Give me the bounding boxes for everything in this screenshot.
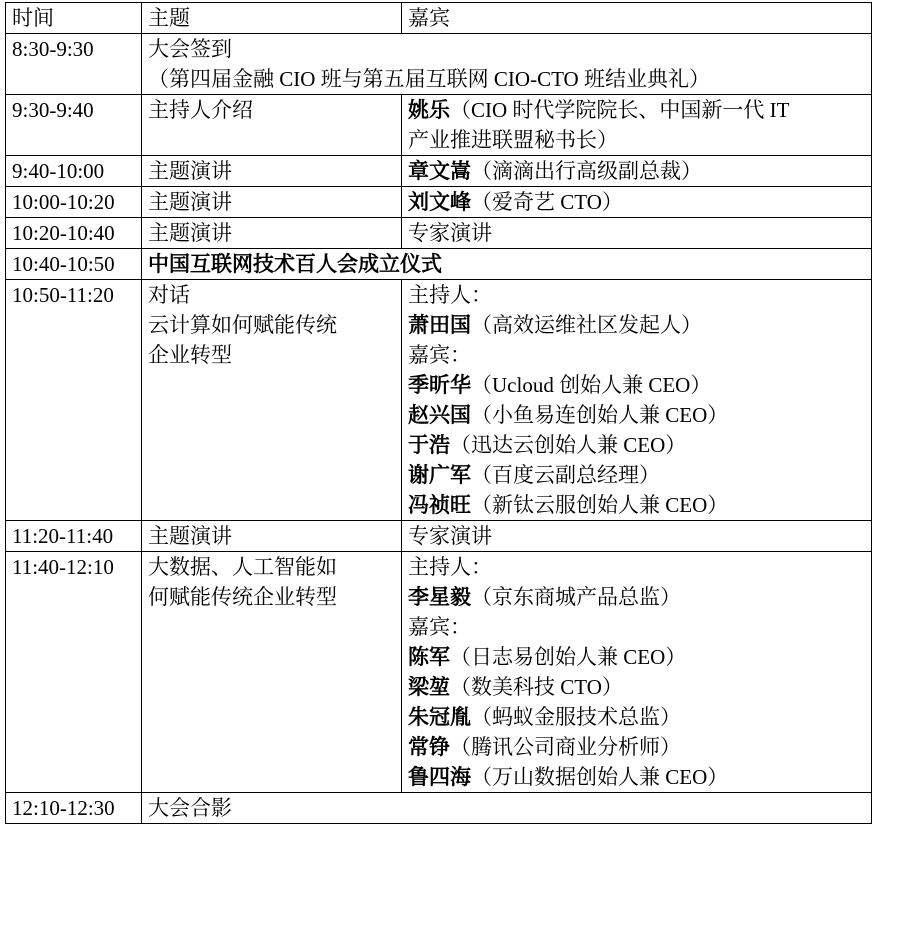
- table-row: [6, 552, 872, 793]
- guests-label: 嘉宾：: [408, 343, 471, 367]
- guests-label: 嘉宾：: [408, 615, 471, 639]
- time-cell: 9:30-9:40: [6, 95, 142, 156]
- guest-cell: 专家演讲: [402, 521, 872, 552]
- host-name: 李星毅: [408, 585, 471, 609]
- guest-desc: 产业推进联盟秘书长）: [408, 128, 618, 152]
- table-row: [6, 280, 872, 521]
- table-row: [6, 95, 872, 156]
- topic-cell: 主题演讲: [142, 521, 402, 552]
- agenda-table: [5, 2, 872, 824]
- guest-desc: （万山数据创始人兼 CEO）: [471, 765, 729, 789]
- guest-desc: （百度云副总经理）: [471, 463, 660, 487]
- guest-name: 梁堃: [408, 675, 450, 699]
- guest-cell: [402, 280, 872, 521]
- guest-name: 鲁四海: [408, 765, 471, 789]
- guest-cell: [402, 156, 872, 187]
- guest-name: 章文嵩: [408, 159, 471, 183]
- table-row: [6, 793, 872, 824]
- guest-desc: （滴滴出行高级副总裁）: [471, 159, 702, 183]
- header-topic: 主题: [142, 3, 402, 34]
- time-cell: 11:40-12:10: [6, 552, 142, 793]
- topic-text: 大会签到: [148, 37, 232, 61]
- topic-text: 云计算如何赋能传统: [148, 313, 337, 337]
- guest-desc: （蚂蚁金服技术总监）: [471, 705, 681, 729]
- guest-cell: [402, 95, 872, 156]
- topic-text: 大数据、人工智能如: [148, 555, 337, 579]
- guest-name: 刘文峰: [408, 190, 471, 214]
- guest-name: 谢广军: [408, 463, 471, 487]
- guest-name: 陈军: [408, 645, 450, 669]
- topic-cell: [142, 552, 402, 793]
- guest-name: 常铮: [408, 735, 450, 759]
- time-cell: 10:40-10:50: [6, 249, 142, 280]
- guest-name: 姚乐: [408, 98, 450, 122]
- host-name: 萧田国: [408, 313, 471, 337]
- time-cell: 8:30-9:30: [6, 34, 142, 95]
- table-row: [6, 249, 872, 280]
- topic-cell: 大会合影: [142, 793, 872, 824]
- guest-desc: （小鱼易连创始人兼 CEO）: [471, 403, 729, 427]
- topic-cell: 主题演讲: [142, 187, 402, 218]
- guest-name: 赵兴国: [408, 403, 471, 427]
- time-cell: 11:20-11:40: [6, 521, 142, 552]
- time-cell: 10:00-10:20: [6, 187, 142, 218]
- guest-desc: （爱奇艺 CTO）: [471, 190, 623, 214]
- topic-text: 何赋能传统企业转型: [148, 585, 337, 609]
- topic-cell: 主题演讲: [142, 218, 402, 249]
- time-cell: 10:20-10:40: [6, 218, 142, 249]
- header-row: [6, 3, 872, 34]
- table-row: [6, 218, 872, 249]
- guest-cell: 专家演讲: [402, 218, 872, 249]
- guest-name: 冯祯旺: [408, 493, 471, 517]
- guest-desc: （迅达云创始人兼 CEO）: [450, 433, 687, 457]
- header-time: 时间: [6, 3, 142, 34]
- host-label: 主持人：: [408, 283, 492, 307]
- topic-text: 企业转型: [148, 343, 232, 367]
- guest-name: 季昕华: [408, 373, 471, 397]
- guest-name: 朱冠胤: [408, 705, 471, 729]
- table-row: [6, 34, 872, 95]
- guest-desc: （Ucloud 创始人兼 CEO）: [471, 373, 712, 397]
- topic-text: 对话: [148, 283, 190, 307]
- topic-cell: 主题演讲: [142, 156, 402, 187]
- guest-desc: （腾讯公司商业分析师）: [450, 735, 681, 759]
- host-desc: （高效运维社区发起人）: [471, 313, 702, 337]
- guest-cell: [402, 552, 872, 793]
- table-row: [6, 187, 872, 218]
- guest-name: 于浩: [408, 433, 450, 457]
- guest-desc: （新钛云服创始人兼 CEO）: [471, 493, 729, 517]
- time-cell: 9:40-10:00: [6, 156, 142, 187]
- topic-cell: 中国互联网技术百人会成立仪式: [142, 249, 872, 280]
- topic-cell: 主持人介绍: [142, 95, 402, 156]
- topic-cell: [142, 34, 872, 95]
- table-row: [6, 521, 872, 552]
- guest-desc: （CIO 时代学院院长、中国新一代 IT: [450, 98, 790, 122]
- guest-desc: （日志易创始人兼 CEO）: [450, 645, 687, 669]
- host-desc: （京东商城产品总监）: [471, 585, 681, 609]
- topic-text: （第四届金融 CIO 班与第五届互联网 CIO-CTO 班结业典礼）: [148, 67, 710, 91]
- time-cell: 10:50-11:20: [6, 280, 142, 521]
- table-row: [6, 156, 872, 187]
- guest-desc: （数美科技 CTO）: [450, 675, 623, 699]
- time-cell: 12:10-12:30: [6, 793, 142, 824]
- header-guests: 嘉宾: [402, 3, 872, 34]
- topic-cell: [142, 280, 402, 521]
- host-label: 主持人：: [408, 555, 492, 579]
- guest-cell: [402, 187, 872, 218]
